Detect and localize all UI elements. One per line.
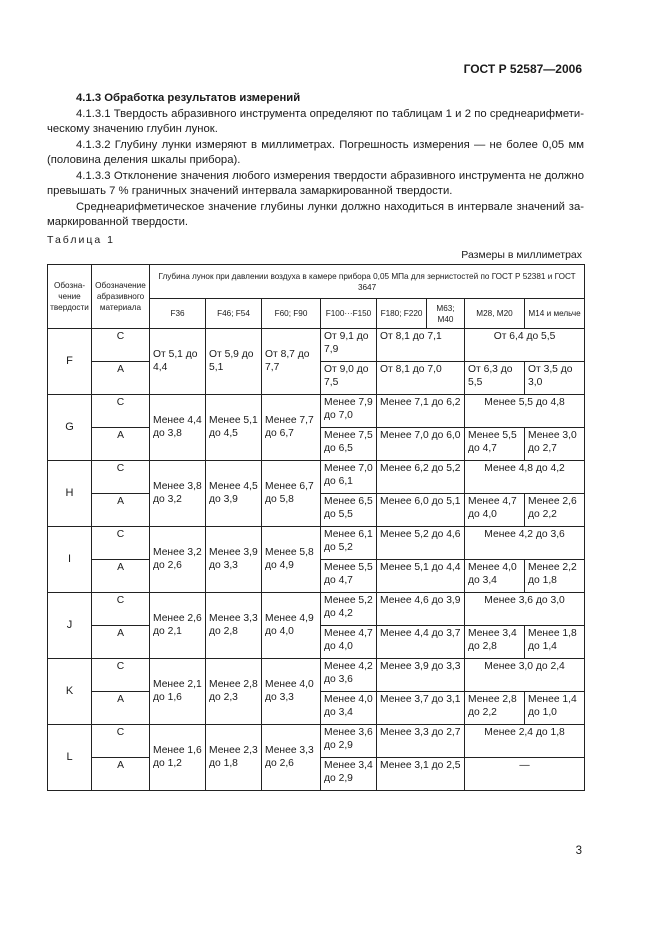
cell-f100: От 9,1 до 7,9 [321,329,377,362]
cell-f100: Менее 4,0 до 3,4 [321,692,377,725]
cell-m28-m14: Менее 4,2 до 3,6 [465,527,585,560]
cell-f60: Менее 5,8 до 4,9 [262,527,321,593]
cell-f60: Менее 4,9 до 4,0 [262,593,321,659]
header-grit: M28, M20 [465,299,525,329]
cell-m28-m14: От 6,4 до 5,5 [465,329,585,362]
cell-f100: Менее 3,6 до 2,9 [321,725,377,758]
cell-f36: Менее 2,1 до 1,6 [150,659,206,725]
cell-f100: Менее 7,5 до 6,5 [321,428,377,461]
hardness-grade: F [48,329,92,395]
cell-f60: Менее 3,3 до 2,6 [262,725,321,791]
page-number: 3 [575,845,582,857]
table-caption: Таблица 1 [47,234,115,246]
header-grit: F60; F90 [262,299,321,329]
cell-m28-m14: Менее 4,8 до 4,2 [465,461,585,494]
cell-f46: Менее 5,1 до 4,5 [206,395,262,461]
header-grit: F46; F54 [206,299,262,329]
cell-m14: От 3,5 до 3,0 [525,362,585,395]
header-material: Обозначение абразивного материала [92,265,150,329]
cell-f46: Менее 3,3 до 2,8 [206,593,262,659]
cell-m14: Менее 2,6 до 2,2 [525,494,585,527]
cell-f46: Менее 2,3 до 1,8 [206,725,262,791]
cell-f100: Менее 3,4 до 2,9 [321,758,377,791]
hardness-grade: K [48,659,92,725]
hardness-grade: I [48,527,92,593]
material-label: А [92,626,150,659]
cell-f46: От 5,9 до 5,1 [206,329,262,395]
material-label: С [92,527,150,560]
cell-f180-m63: От 8,1 до 7,1 [377,329,465,362]
table-row [48,329,585,362]
hardness-grade: H [48,461,92,527]
cell-m28: Менее 5,5 до 4,7 [465,428,525,461]
cell-f46: Менее 2,8 до 2,3 [206,659,262,725]
cell-f180-m63: Менее 3,9 до 3,3 [377,659,465,692]
cell-f36: Менее 3,8 до 3,2 [150,461,206,527]
document-id: ГОСТ Р 52587—2006 [463,62,582,76]
cell-f180-m63: Менее 5,1 до 4,4 [377,560,465,593]
cell-f180-m63: Менее 3,1 до 2,5 [377,758,465,791]
paragraph-4-1-3-2: 4.1.3.2 Глубину лунки измеряют в миллиметрах. Погрешность измерения — не более 0,05 мм (половина деления шкалы прибора). [47,138,584,166]
cell-m28: От 6,3 до 5,5 [465,362,525,395]
cell-f100: От 9,0 до 7,5 [321,362,377,395]
cell-f100: Менее 6,1 до 5,2 [321,527,377,560]
cell-m28-m14: Менее 3,6 до 3,0 [465,593,585,626]
cell-f60: Менее 4,0 до 3,3 [262,659,321,725]
cell-f180-m63: От 8,1 до 7,0 [377,362,465,395]
header-grit: F36 [150,299,206,329]
material-label: С [92,659,150,692]
section-text [47,91,584,231]
cell-m28: Менее 4,0 до 3,4 [465,560,525,593]
cell-f100: Менее 7,9 до 7,0 [321,395,377,428]
cell-m28-m14-dash: — [465,758,585,791]
table-row [48,395,585,428]
material-label: С [92,329,150,362]
material-label: А [92,362,150,395]
material-label: С [92,395,150,428]
cell-f100: Менее 4,2 до 3,6 [321,659,377,692]
cell-f60: От 8,7 до 7,7 [262,329,321,395]
header-grit: M14 и мельче [525,299,585,329]
hardness-table [47,264,585,791]
header-group: Глубина лунок при давлении воздуха в камере прибора 0,05 МПа для зернистостей по ГОСТ Р 52381 и ГОСТ 3647 [150,265,585,299]
cell-f46: Менее 3,9 до 3,3 [206,527,262,593]
cell-f36: Менее 2,6 до 2,1 [150,593,206,659]
header-grit: F100···F150 [321,299,377,329]
cell-m28: Менее 2,8 до 2,2 [465,692,525,725]
cell-f100: Менее 5,5 до 4,7 [321,560,377,593]
material-label: А [92,692,150,725]
cell-f180-m63: Менее 3,7 до 3,1 [377,692,465,725]
cell-f100: Менее 4,7 до 4,0 [321,626,377,659]
cell-m14: Менее 1,8 до 1,4 [525,626,585,659]
paragraph-4-1-3-1: 4.1.3.1 Твердость абразивного инструмента определяют по таблицам 1 и 2 по среднеарифметическому значению глубин лунок. [47,107,584,135]
cell-f36: Менее 4,4 до 3,8 [150,395,206,461]
section-heading: 4.1.3 Обработка результатов измерений [76,92,301,104]
material-label: С [92,461,150,494]
cell-f36: От 5,1 до 4,4 [150,329,206,395]
cell-f100: Менее 6,5 до 5,5 [321,494,377,527]
cell-m28: Менее 3,4 до 2,8 [465,626,525,659]
cell-m28: Менее 4,7 до 4,0 [465,494,525,527]
cell-m14: Менее 2,2 до 1,8 [525,560,585,593]
cell-m14: Менее 3,0 до 2,7 [525,428,585,461]
cell-f100: Менее 7,0 до 6,1 [321,461,377,494]
header-grit: F180; F220 [377,299,427,329]
table-units: Размеры в миллиметрах [461,249,582,261]
hardness-grade: J [48,593,92,659]
cell-m28-m14: Менее 5,5 до 4,8 [465,395,585,428]
cell-f180-m63: Менее 5,2 до 4,6 [377,527,465,560]
cell-f180-m63: Менее 7,1 до 6,2 [377,395,465,428]
cell-m28-m14: Менее 2,4 до 1,8 [465,725,585,758]
cell-f60: Менее 6,7 до 5,8 [262,461,321,527]
cell-f180-m63: Менее 3,3 до 2,7 [377,725,465,758]
material-label: А [92,428,150,461]
cell-f100: Менее 5,2 до 4,2 [321,593,377,626]
material-label: А [92,758,150,791]
material-label: С [92,725,150,758]
paragraph-4-1-3-3: 4.1.3.3 Отклонение значения любого измерения твердости абразивного инструмента не должно превышать 7 % граничных значений интервала замаркированной твердости. [47,169,584,197]
table-row [48,725,585,758]
cell-f180-m63: Менее 6,0 до 5,1 [377,494,465,527]
cell-m14: Менее 1,4 до 1,0 [525,692,585,725]
cell-f180-m63: Менее 6,2 до 5,2 [377,461,465,494]
material-label: С [92,593,150,626]
table-row [48,461,585,494]
material-label: А [92,494,150,527]
header-grit: M63; M40 [427,299,465,329]
cell-f180-m63: Менее 4,4 до 3,7 [377,626,465,659]
cell-f180-m63: Менее 7,0 до 6,0 [377,428,465,461]
cell-f46: Менее 4,5 до 3,9 [206,461,262,527]
table-row [48,659,585,692]
table-row [48,593,585,626]
cell-m28-m14: Менее 3,0 до 2,4 [465,659,585,692]
table-row [48,527,585,560]
paragraph-mean-value: Среднеарифметическое значение глубины лунки должно находиться в интервале значений замаркированной твердости. [47,200,584,228]
cell-f60: Менее 7,7 до 6,7 [262,395,321,461]
cell-f36: Менее 1,6 до 1,2 [150,725,206,791]
material-label: А [92,560,150,593]
cell-f36: Менее 3,2 до 2,6 [150,527,206,593]
hardness-grade: G [48,395,92,461]
cell-f180-m63: Менее 4,6 до 3,9 [377,593,465,626]
header-hardness: Обозначение твердости [48,265,92,329]
hardness-grade: L [48,725,92,791]
